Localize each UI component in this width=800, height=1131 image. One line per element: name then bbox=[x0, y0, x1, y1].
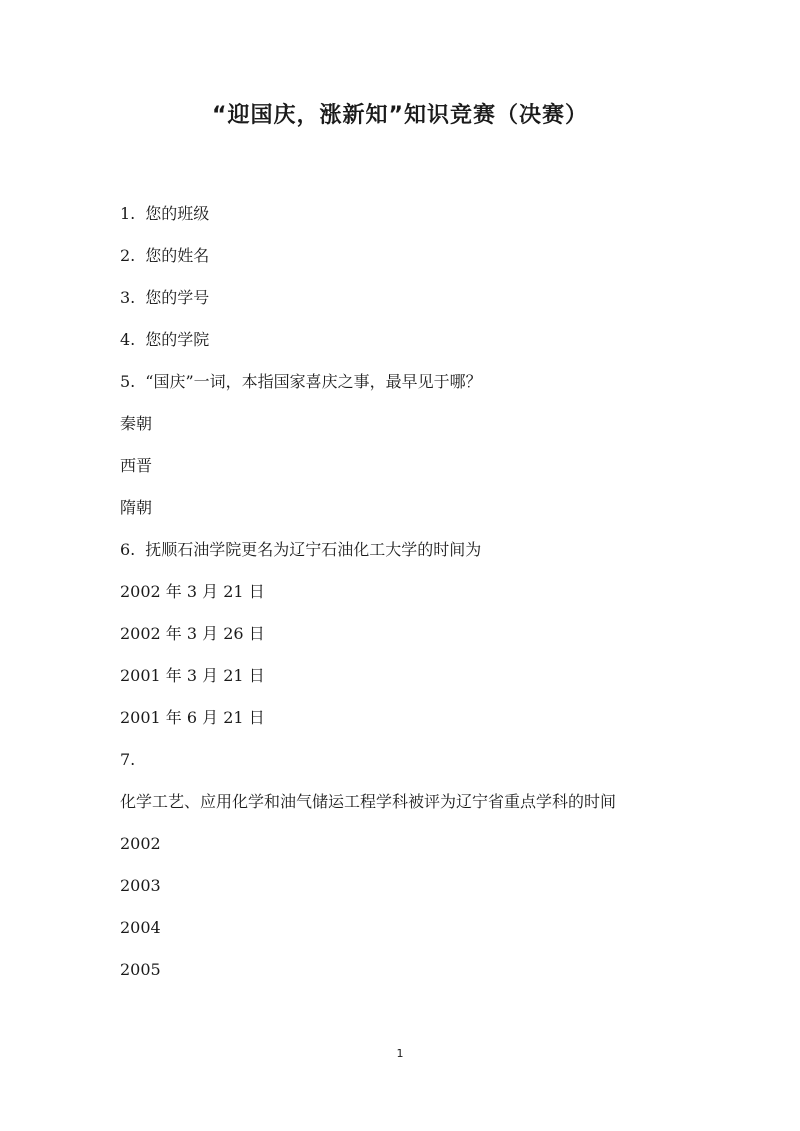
question-text: 您的姓名 bbox=[145, 246, 210, 265]
question-text: 您的学院 bbox=[145, 330, 210, 349]
question-text: 您的班级 bbox=[145, 204, 210, 223]
option-6-d: 2001 年 6 月 21 日 bbox=[120, 708, 265, 727]
question-4 bbox=[120, 319, 690, 361]
question-7-text: 化学工艺、应用化学和油气储运工程学科被评为辽宁省重点学科的时间 bbox=[120, 792, 617, 811]
question-number: 3. bbox=[120, 288, 136, 307]
option-7-b: 2003 bbox=[120, 876, 161, 895]
option-6-b: 2002 年 3 月 26 日 bbox=[120, 624, 265, 643]
option-7-a: 2002 bbox=[120, 834, 161, 853]
question-6 bbox=[120, 529, 690, 571]
question-number: 4. bbox=[120, 330, 136, 349]
question-number: 2. bbox=[120, 246, 136, 265]
question-5 bbox=[120, 361, 690, 403]
question-text: 您的学号 bbox=[145, 288, 210, 307]
question-number: 5. bbox=[120, 372, 136, 391]
question-text: “国庆”一词，本指国家喜庆之事，最早见于哪？ bbox=[145, 372, 482, 391]
option-5-c: 隋朝 bbox=[120, 498, 153, 517]
question-2 bbox=[120, 235, 690, 277]
page-number: 1 bbox=[396, 1047, 404, 1060]
option-6-a: 2002 年 3 月 21 日 bbox=[120, 582, 265, 601]
option-5-a: 秦朝 bbox=[120, 414, 153, 433]
option-5-b: 西晋 bbox=[120, 456, 153, 475]
question-list bbox=[120, 193, 690, 991]
option-7-c: 2004 bbox=[120, 918, 161, 937]
question-number: 6. bbox=[120, 540, 136, 559]
question-text: 抚顺石油学院更名为辽宁石油化工大学的时间为 bbox=[145, 540, 482, 559]
question-1 bbox=[120, 193, 690, 235]
question-number: 1. bbox=[120, 204, 136, 223]
option-6-c: 2001 年 3 月 21 日 bbox=[120, 666, 265, 685]
question-3 bbox=[120, 277, 690, 319]
option-7-d: 2005 bbox=[120, 960, 161, 979]
question-7-number: 7. bbox=[120, 750, 136, 769]
page-title: “迎国庆，涨新知”知识竞赛（决赛） bbox=[212, 103, 588, 128]
